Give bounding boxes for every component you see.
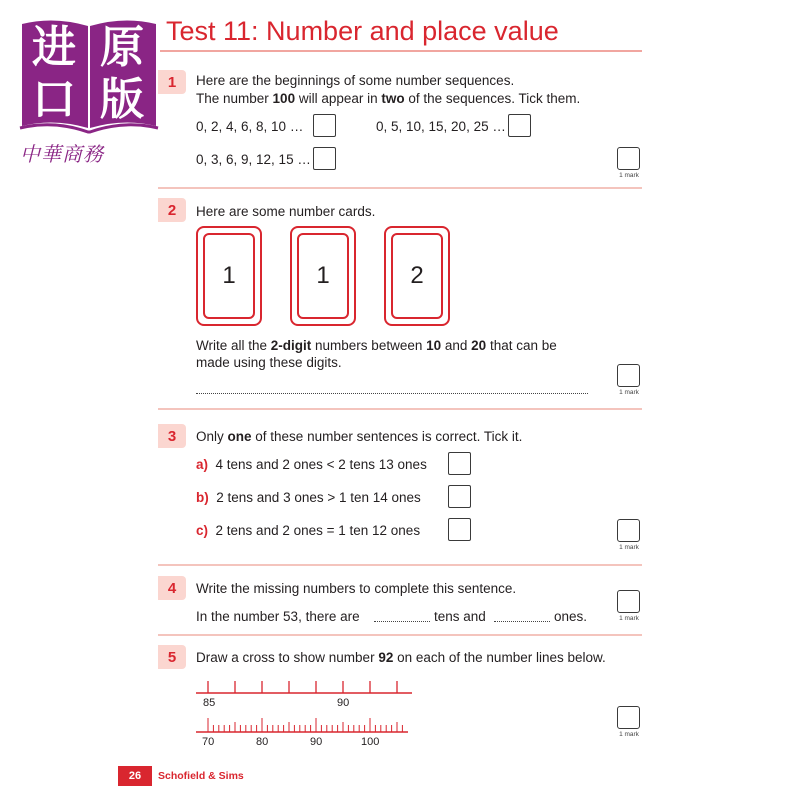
mark-box[interactable] (617, 590, 640, 613)
divider (158, 634, 642, 636)
title-rule (160, 50, 642, 52)
divider (158, 187, 642, 189)
q4-part1: In the number 53, there are (196, 609, 360, 624)
card-digit: 1 (203, 233, 255, 319)
q2-line2: made using these digits. (196, 355, 342, 370)
page-number: 26 (118, 766, 152, 786)
tick-label: 80 (256, 736, 269, 748)
q1-line1: Here are the beginnings of some number sequences. (196, 73, 515, 88)
card-digit: 2 (391, 233, 443, 319)
sequence-c: 0, 3, 6, 9, 12, 15 … (196, 152, 311, 167)
question-number: 2 (158, 198, 186, 222)
stamp-subtitle: 中華商務 (20, 142, 104, 166)
divider (158, 408, 642, 410)
tick-box-option-c[interactable] (448, 518, 471, 541)
stamp-char: 原 (100, 22, 144, 73)
mark-box[interactable] (617, 706, 640, 729)
number-card (290, 226, 356, 326)
stamp-char: 进 (32, 22, 76, 73)
number-card (196, 226, 262, 326)
q2-intro: Here are some number cards. (196, 204, 376, 219)
mark-label: 1 mark (619, 544, 639, 551)
question-number: 5 (158, 645, 186, 669)
publisher-name: Schofield & Sims (158, 770, 244, 782)
mark-box[interactable] (617, 147, 640, 170)
q2-line1: Write all the 2-digit numbers between 10 and 20 that can be (196, 338, 557, 353)
number-card (384, 226, 450, 326)
tick-box-option-a[interactable] (448, 452, 471, 475)
question-number: 4 (158, 576, 186, 600)
question-number: 1 (158, 70, 186, 94)
divider (158, 564, 642, 566)
mark-label: 1 mark (619, 172, 639, 179)
option-letter: a) (196, 457, 209, 472)
mark-label: 1 mark (619, 731, 639, 738)
stamp-char: 口 (32, 74, 76, 125)
stamp-char: 版 (100, 74, 144, 125)
tick-label: 90 (337, 697, 350, 709)
q4-intro: Write the missing numbers to complete this sentence. (196, 581, 517, 596)
q5-intro: Draw a cross to show number 92 on each of the number lines below. (196, 650, 606, 665)
answer-line-ones[interactable] (494, 621, 550, 622)
mark-label: 1 mark (619, 389, 639, 396)
q4-part3: ones. (554, 609, 588, 624)
number-line-70-100[interactable] (190, 716, 420, 736)
page-title: Test 11: Number and place value (166, 16, 559, 46)
number-line-85-90[interactable] (190, 676, 420, 696)
tick-box-option-b[interactable] (448, 485, 471, 508)
tick-label: 90 (310, 736, 323, 748)
q4-part2: tens and (434, 609, 486, 624)
q1-line2: The number 100 will appear in two of the sequences. Tick them. (196, 91, 581, 106)
tick-label: 70 (202, 736, 215, 748)
tick-box-sequence-c[interactable] (313, 147, 336, 170)
card-digit: 1 (297, 233, 349, 319)
option-c: c) 2 tens and 2 ones = 1 ten 12 ones (196, 523, 421, 538)
mark-box[interactable] (617, 519, 640, 542)
question-number: 3 (158, 424, 186, 448)
mark-box[interactable] (617, 364, 640, 387)
answer-line-tens[interactable] (374, 621, 430, 622)
option-letter: c) (196, 523, 209, 538)
sequence-b: 0, 5, 10, 15, 20, 25 … (376, 119, 506, 134)
q3-intro: Only one of these number sentences is correct. Tick it. (196, 429, 523, 444)
import-stamp-logo (18, 16, 160, 138)
mark-label: 1 mark (619, 615, 639, 622)
option-a: a) 4 tens and 2 ones < 2 tens 13 ones (196, 457, 427, 472)
tick-label: 85 (203, 697, 216, 709)
tick-label: 100 (361, 736, 380, 748)
tick-box-sequence-b[interactable] (508, 114, 531, 137)
tick-box-sequence-a[interactable] (313, 114, 336, 137)
answer-line[interactable] (196, 393, 588, 394)
option-letter: b) (196, 490, 209, 505)
option-b: b) 2 tens and 3 ones > 1 ten 14 ones (196, 490, 421, 505)
sequence-a: 0, 2, 4, 6, 8, 10 … (196, 119, 304, 134)
